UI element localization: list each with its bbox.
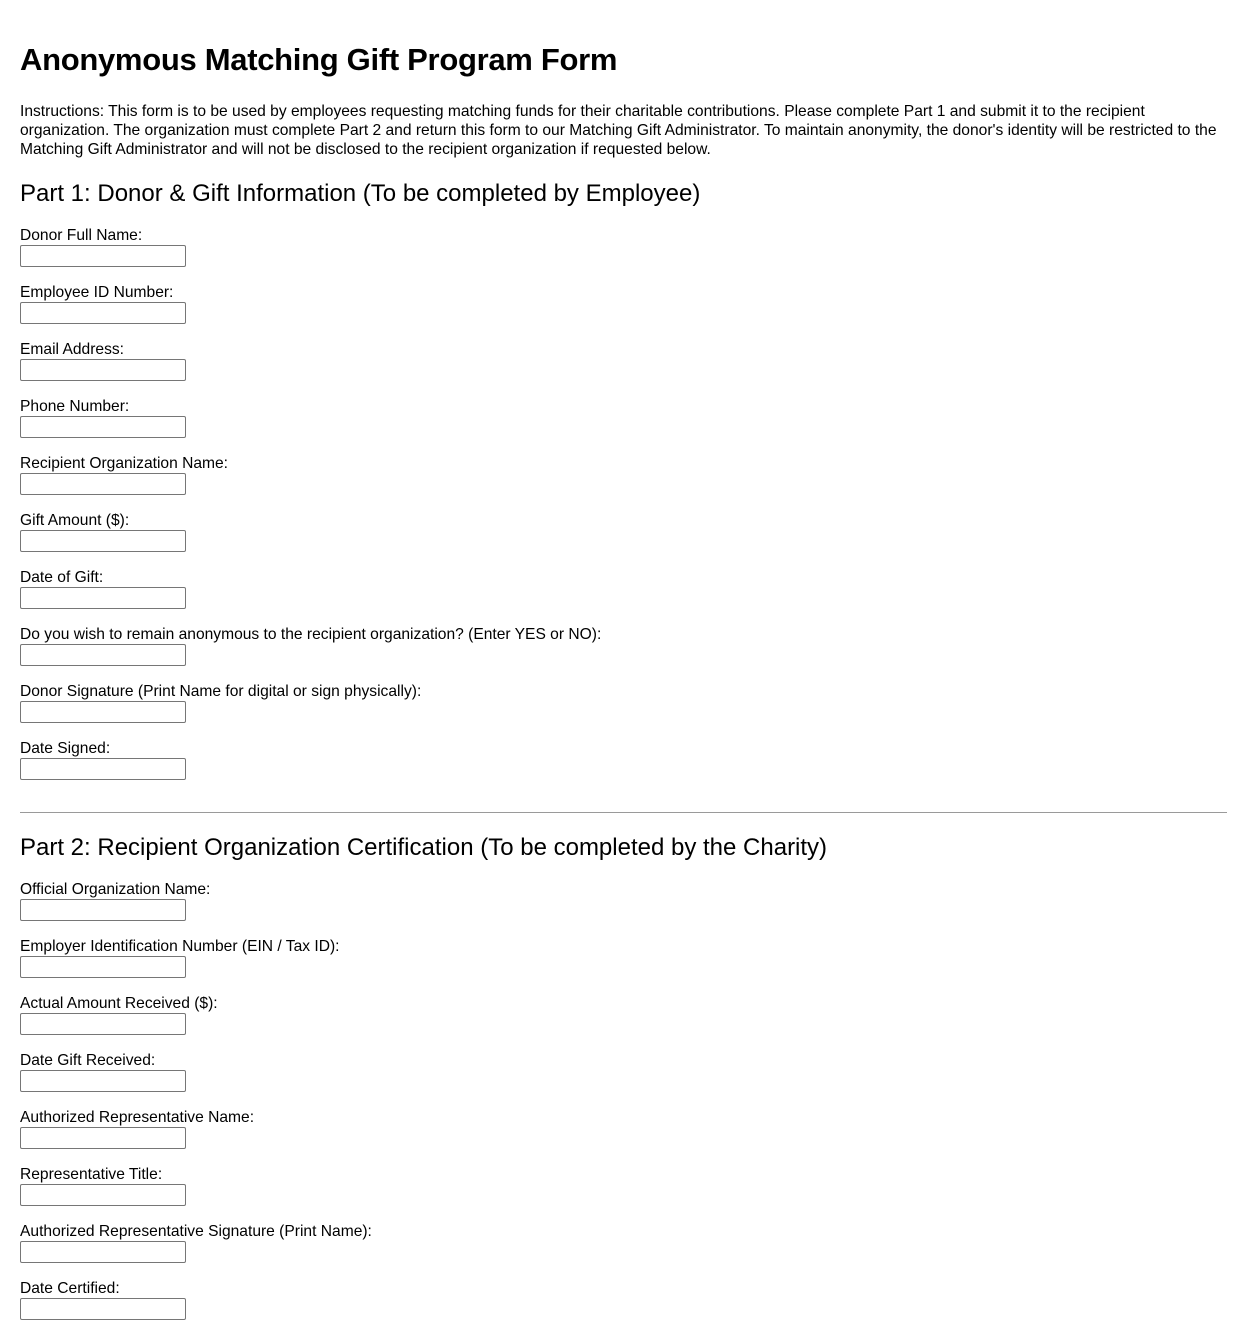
donor-signature-label: Donor Signature (Print Name for digital or sign physically): (20, 683, 422, 700)
page-title: Anonymous Matching Gift Program Form (20, 42, 618, 77)
donor-full-name-input[interactable] (20, 245, 186, 267)
field-representative-title (20, 1165, 1227, 1222)
donor-full-name-label: Donor Full Name: (20, 227, 143, 244)
date-gift-received-label: Date Gift Received: (20, 1052, 156, 1069)
representative-title-input[interactable] (20, 1184, 186, 1206)
date-of-gift-input[interactable] (20, 587, 186, 609)
field-actual-amount-received (20, 994, 1227, 1051)
field-ein-tax-id (20, 937, 1227, 994)
remain-anonymous-label: Do you wish to remain anonymous to the recipient organization? (Enter YES or NO): (20, 626, 602, 643)
employee-id-label: Employee ID Number: (20, 284, 174, 301)
date-certified-label: Date Certified: (20, 1280, 120, 1297)
recipient-organization-name-label: Recipient Organization Name: (20, 455, 229, 472)
phone-number-label: Phone Number: (20, 398, 130, 415)
ein-tax-id-input[interactable] (20, 956, 186, 978)
part2-heading: Part 2: Recipient Organization Certification (To be completed by the Charity) (20, 834, 828, 861)
field-email-address (20, 340, 1227, 397)
date-signed-label: Date Signed: (20, 740, 111, 757)
actual-amount-received-label: Actual Amount Received ($): (20, 995, 218, 1012)
field-phone-number (20, 397, 1227, 454)
gift-amount-input[interactable] (20, 530, 186, 552)
field-gift-amount (20, 511, 1227, 568)
actual-amount-received-input[interactable] (20, 1013, 186, 1035)
phone-number-input[interactable] (20, 416, 186, 438)
field-employee-id (20, 283, 1227, 340)
field-donor-full-name (20, 226, 1227, 283)
gift-amount-label: Gift Amount ($): (20, 512, 130, 529)
employee-id-input[interactable] (20, 302, 186, 324)
date-signed-input[interactable] (20, 758, 186, 780)
representative-signature-input[interactable] (20, 1241, 186, 1263)
email-address-label: Email Address: (20, 341, 125, 358)
field-donor-signature (20, 682, 1227, 739)
field-date-gift-received (20, 1051, 1227, 1108)
field-date-signed (20, 739, 1227, 796)
date-gift-received-input[interactable] (20, 1070, 186, 1092)
date-certified-input[interactable] (20, 1298, 186, 1320)
instructions-text: Instructions: This form is to be used by employees requesting matching funds for their charitable contributions. Please complete Part 1 and submit it to the recipient organization. The organization must complete Part 2 and return this form to our Matching Gift Administrator. To maintain anonymity, the donor's identity will be restricted to the Matching Gift Administrator and will not be disclosed to the recipient organization if requested below. (20, 103, 1217, 158)
field-official-organization-name (20, 880, 1227, 937)
part2-fields (20, 880, 1227, 1336)
recipient-organization-name-input[interactable] (20, 473, 186, 495)
representative-title-label: Representative Title: (20, 1166, 163, 1183)
field-authorized-representative-name (20, 1108, 1227, 1165)
donor-signature-input[interactable] (20, 701, 186, 723)
official-organization-name-label: Official Organization Name: (20, 881, 211, 898)
ein-tax-id-label: Employer Identification Number (EIN / Tax ID): (20, 938, 340, 955)
section-divider (20, 812, 1227, 813)
official-organization-name-input[interactable] (20, 899, 186, 921)
authorized-representative-name-label: Authorized Representative Name: (20, 1109, 255, 1126)
part1-fields (20, 226, 1227, 796)
field-remain-anonymous (20, 625, 1227, 682)
part1-heading: Part 1: Donor & Gift Information (To be completed by Employee) (20, 180, 701, 207)
date-of-gift-label: Date of Gift: (20, 569, 104, 586)
field-date-of-gift (20, 568, 1227, 625)
field-recipient-organization-name (20, 454, 1227, 511)
email-address-input[interactable] (20, 359, 186, 381)
field-representative-signature (20, 1222, 1227, 1279)
authorized-representative-name-input[interactable] (20, 1127, 186, 1149)
remain-anonymous-input[interactable] (20, 644, 186, 666)
representative-signature-label: Authorized Representative Signature (Print Name): (20, 1223, 372, 1240)
